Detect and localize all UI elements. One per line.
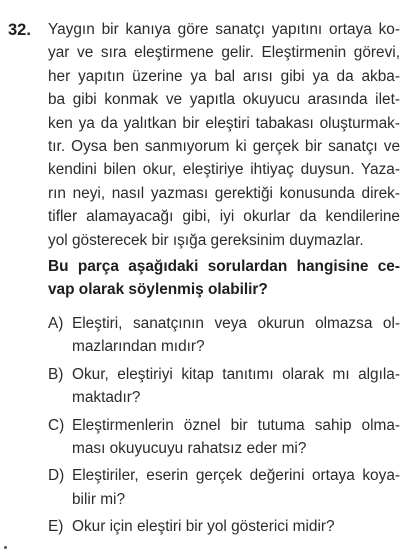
passage-line: Yaygın bir kanıya göre sanatçı yapıtını ortaya ko-	[48, 21, 400, 38]
answer-options	[48, 312, 400, 539]
passage-line: yar ve sıra eleştirmene gelir. Eleştirmenin görevi,	[48, 44, 400, 62]
option-text-line: bilir mi?	[72, 490, 126, 508]
option-text-line: Okur için eleştiri bir yol gösterici midir?	[72, 518, 335, 536]
passage-line: yol gösterecek bir ışığa gereksinim duymazlar.	[48, 231, 364, 249]
passage-line: ken ya da yalıtkan bir eleştiri tabakası oluşturmak-	[48, 114, 400, 132]
option-letter: D)	[48, 467, 65, 485]
question-prompt	[48, 255, 400, 302]
option-letter: E)	[48, 518, 64, 536]
passage-line: her yapıtın üzerine ya bal arısı gibi ya da akba-	[48, 67, 400, 85]
passage-line: rın neyi, nasıl yazması gerektiği konusunda direk-	[48, 184, 400, 202]
option-letter: A)	[48, 315, 64, 332]
passage-line: ba gibi konmak ve yapıtla okuyucu arasında ilet-	[48, 91, 400, 109]
passage-line: tifler alamayacağı gibi, iyi okurlar da kendilerine	[48, 208, 400, 226]
option-e[interactable]	[48, 515, 400, 538]
option-a[interactable]	[48, 312, 400, 359]
question-passage	[48, 18, 400, 252]
prompt-line: Bu parça aşağıdaki sorulardan hangisine ce-	[48, 258, 400, 275]
option-text-line: maktadır?	[72, 389, 141, 407]
option-text-line: Eleştirmenlerin öznel bir tutuma sahip olma-	[72, 416, 400, 434]
option-text-line: Eleştiri, sanatçının veya okurun olmazsa ol-	[72, 315, 400, 332]
passage-line: tır. Oysa ben sanmıyorum ki gerçek bir sanatçı ve	[48, 137, 400, 155]
option-text-line: Eleştiriler, eserin gerçek değerini ortaya koya-	[72, 467, 400, 485]
passage-line: kendini bilen okur, eleştiriye ihtiyaç duysun. Yaza-	[48, 161, 400, 179]
option-c[interactable]	[48, 414, 400, 461]
option-text-line: Okur, eleştiriyi kitap tanıtımı olarak mı algıla-	[72, 365, 400, 383]
question-number: 32.	[8, 21, 31, 39]
option-d[interactable]	[48, 464, 400, 511]
option-text-line: ması okuyucuyu rahatsız eder mi?	[72, 439, 307, 457]
option-letter: C)	[48, 416, 65, 434]
option-text-line: mazlarından mıdır?	[72, 338, 205, 356]
option-letter: B)	[48, 365, 64, 383]
scan-speck	[4, 546, 7, 549]
prompt-line: vap olarak söylenmiş olabilir?	[48, 281, 268, 299]
option-b[interactable]	[48, 363, 400, 410]
